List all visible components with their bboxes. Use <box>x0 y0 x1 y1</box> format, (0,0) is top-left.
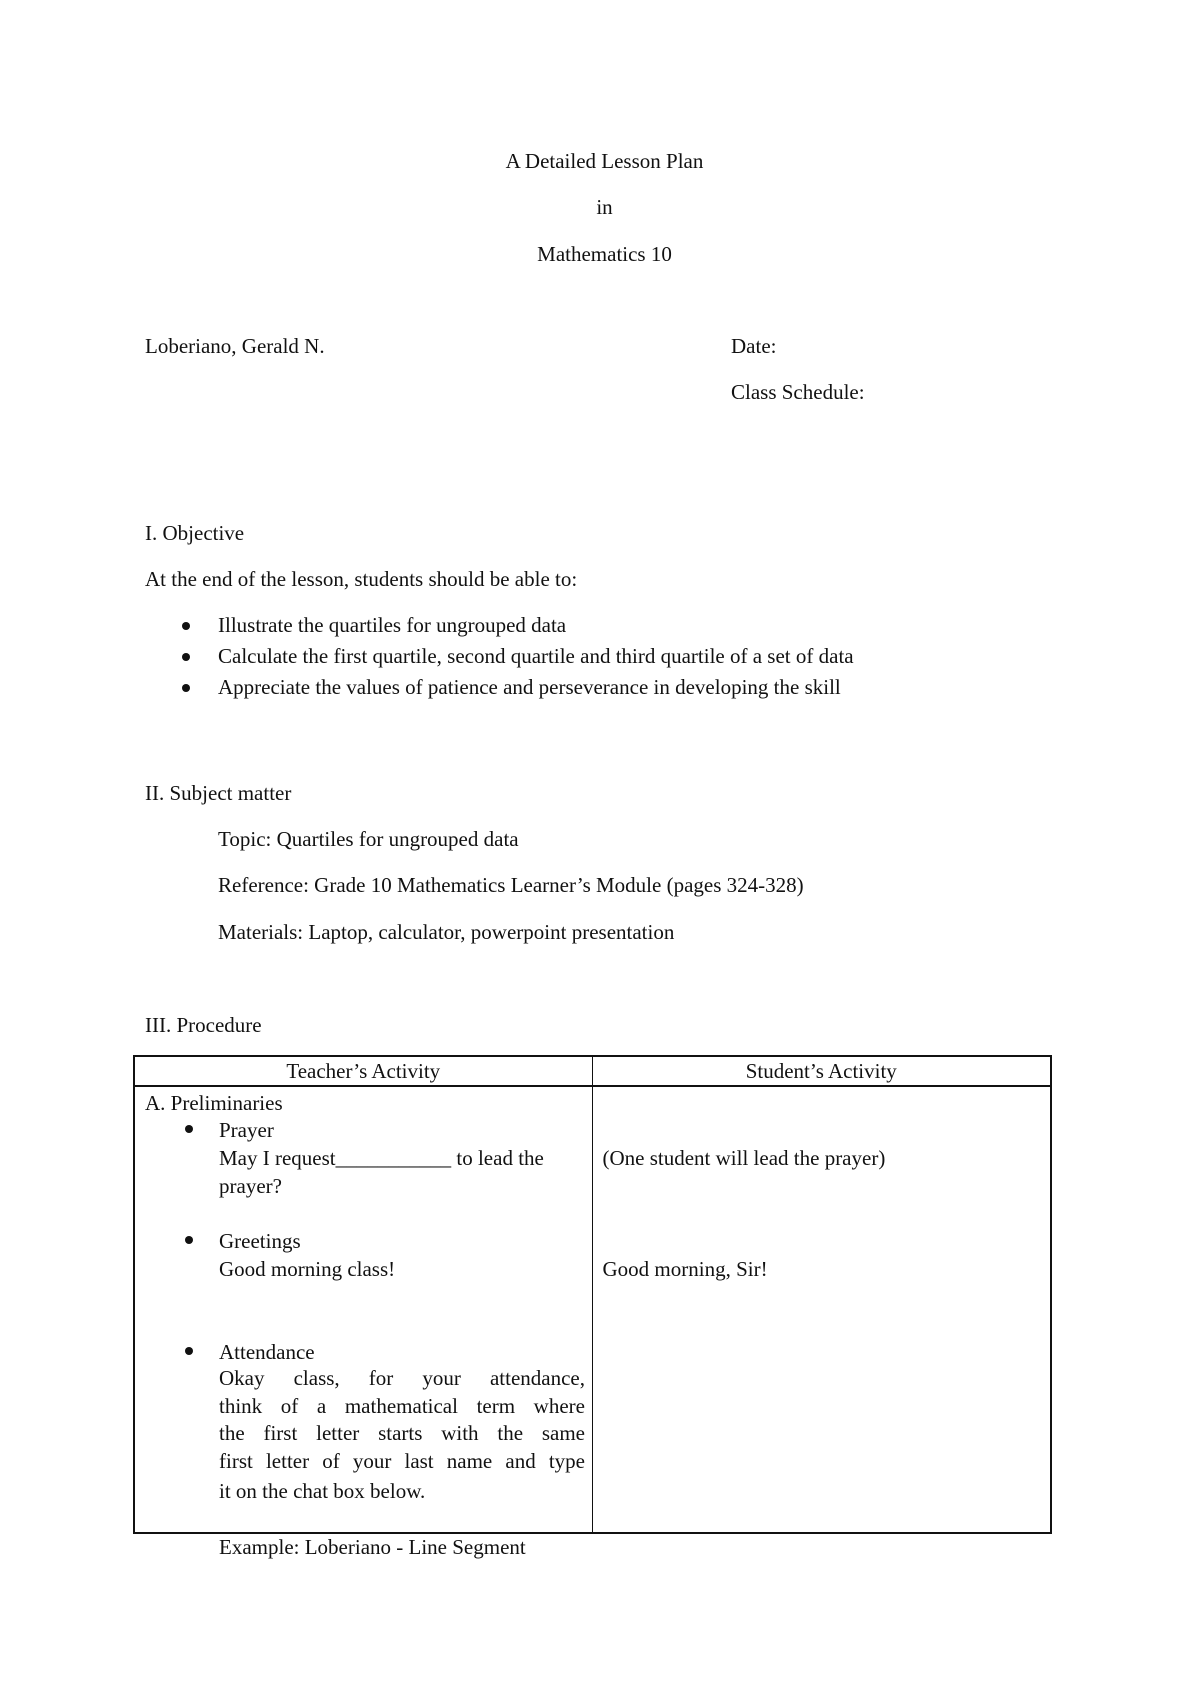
student-activity-cell <box>592 1086 1051 1533</box>
objective-item: Appreciate the values of patience and perseverance in developing the skill <box>145 677 854 708</box>
table-row <box>134 1086 1051 1533</box>
greetings-text: Good morning class! <box>219 1257 396 1281</box>
document-subject: Mathematics 10 <box>537 242 672 266</box>
subject-matter-heading: II. Subject matter <box>145 781 292 805</box>
attendance-example: Example: Loberiano - Line Segment <box>219 1535 526 1559</box>
procedure-heading: III. Procedure <box>145 1013 262 1037</box>
greetings-label: Greetings <box>219 1229 301 1253</box>
prayer-response: (One student will lead the prayer) <box>602 1146 886 1170</box>
objective-heading: I. Objective <box>145 521 245 545</box>
bullet-icon <box>182 684 190 692</box>
bullet-icon <box>182 622 190 630</box>
class-schedule-label: Class Schedule: <box>731 380 865 404</box>
student-activity-header: Student’s Activity <box>592 1056 1051 1086</box>
objective-intro: At the end of the lesson, students should be able to: <box>145 567 578 591</box>
greetings-response: Good morning, Sir! <box>602 1257 768 1281</box>
document-title: A Detailed Lesson Plan <box>505 149 704 173</box>
reference-line: Reference: Grade 10 Mathematics Learner’s Module (pages 324-328) <box>218 873 804 897</box>
date-label: Date: <box>731 334 777 358</box>
document-title-connector: in <box>596 195 613 219</box>
attendance-line-last: it on the chat box below. <box>219 1479 426 1503</box>
teacher-name: Loberiano, Gerald N. <box>145 334 325 358</box>
bullet-icon <box>185 1347 193 1355</box>
prayer-label: Prayer <box>219 1118 274 1142</box>
attendance-line: first letter of your last name and type <box>219 1449 585 1473</box>
materials-line: Materials: Laptop, calculator, powerpoint presentation <box>218 920 675 944</box>
bullet-icon <box>182 653 190 661</box>
procedure-table <box>133 1055 1052 1559</box>
objective-item: Illustrate the quartiles for ungrouped data <box>145 615 854 646</box>
topic-line: Topic: Quartiles for ungrouped data <box>218 827 519 851</box>
bullet-icon <box>185 1236 193 1244</box>
objective-item: Calculate the first quartile, second quartile and third quartile of a set of data <box>145 646 854 677</box>
prayer-request: May I request___________ to lead the <box>219 1146 544 1170</box>
procedure-table-header <box>134 1056 1051 1086</box>
attendance-line: Okay class, for your attendance, <box>219 1366 585 1390</box>
bullet-icon <box>185 1125 193 1133</box>
attendance-line: think of a mathematical term where <box>219 1394 585 1418</box>
attendance-line: the first letter starts with the same <box>219 1421 585 1445</box>
teacher-activity-header: Teacher’s Activity <box>134 1056 592 1086</box>
teacher-activity-cell <box>134 1086 592 1559</box>
attendance-label: Attendance <box>219 1340 315 1364</box>
section-preliminaries: A. Preliminaries <box>145 1091 283 1115</box>
objective-list <box>145 615 854 708</box>
prayer-request-end: prayer? <box>219 1174 282 1198</box>
